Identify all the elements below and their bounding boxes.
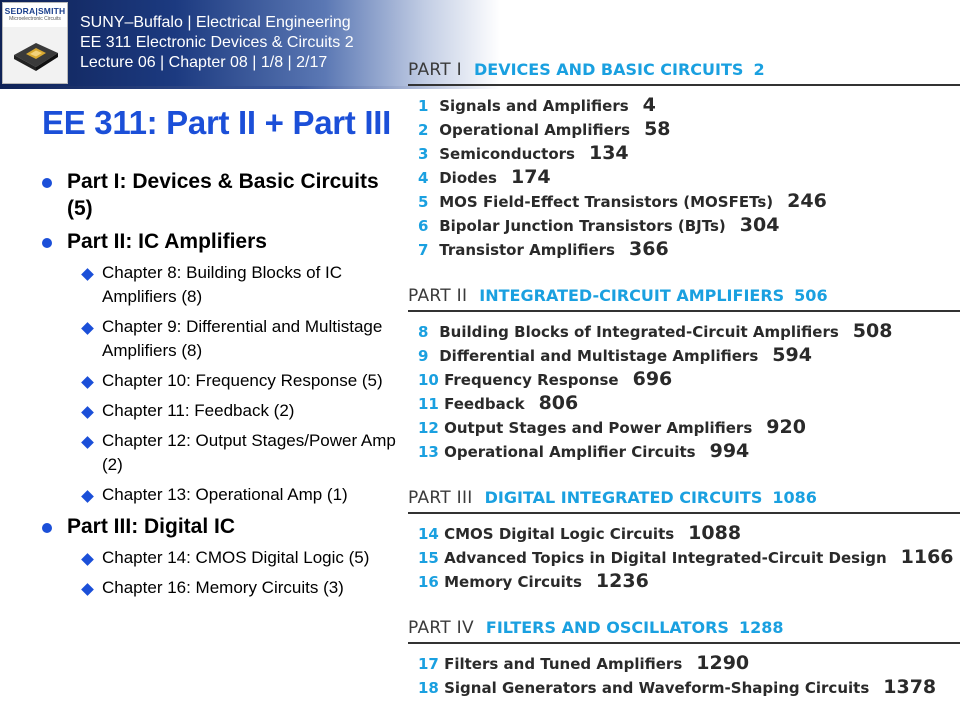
toc-chapter [418, 676, 936, 698]
book-brand: SEDRA|SMITH [4, 6, 66, 16]
toc-divider [408, 642, 960, 644]
outline-chapter-label: Chapter 16: Memory Circuits (3) [102, 578, 344, 597]
toc-part-heading [408, 618, 783, 638]
toc-chapter [418, 142, 629, 164]
header-line-lecture: Lecture 06 | Chapter 08 | 1/8 | 2/17 [80, 54, 328, 71]
toc-chapter-title: Signal Generators and Waveform-Shaping Circuits [444, 679, 870, 697]
toc-chapter-number: 15 [418, 549, 439, 567]
toc-chapter-title: Advanced Topics in Digital Integrated-Circuit Design [444, 549, 887, 567]
toc-chapter [418, 440, 749, 462]
toc-chapter [418, 94, 656, 116]
outline-chapter [40, 399, 400, 423]
book-cover-logo [2, 2, 68, 84]
toc-part-page: 506 [794, 286, 828, 305]
toc-chapter-page: 594 [772, 344, 812, 366]
toc-chapter [418, 320, 892, 342]
toc-divider [408, 310, 960, 312]
toc-part-page: 2 [753, 60, 765, 79]
outline-chapter [40, 483, 400, 507]
toc-chapter-page: 696 [632, 368, 673, 390]
toc-chapter-title: Memory Circuits [444, 573, 582, 591]
toc-chapter [418, 344, 812, 366]
bullet-diamond-icon [81, 490, 94, 503]
bullet-diamond-icon [81, 322, 94, 335]
slide-title: EE 311: Part II + Part III [42, 104, 391, 141]
toc-chapter [418, 570, 649, 592]
toc-chapter [418, 118, 671, 140]
book-cover-top [3, 3, 67, 27]
toc-chapter-number: 7 [418, 241, 429, 259]
toc-chapter-number: 18 [418, 679, 439, 697]
outline-part-label: Part III: Digital IC [67, 515, 236, 538]
course-header [80, 13, 354, 73]
bullet-diamond-icon [81, 583, 94, 596]
toc-chapter-page: 1378 [883, 676, 937, 698]
toc-chapter-number: 4 [418, 169, 429, 187]
toc-part-heading [408, 60, 765, 80]
toc-part-name: FILTERS AND OSCILLATORS [485, 618, 729, 637]
bullet-diamond-icon [81, 553, 94, 566]
toc-chapter-title: Building Blocks of Integrated-Circuit Amplifiers [439, 323, 839, 341]
outline-chapter-label: Chapter 14: CMOS Digital Logic (5) [102, 548, 370, 567]
toc-chapter [418, 214, 779, 236]
toc-chapter [418, 166, 551, 188]
toc-chapter-title: Filters and Tuned Amplifiers [444, 655, 683, 673]
header-line-university: SUNY–Buffalo | Electrical Engineering [80, 14, 351, 31]
toc-chapter [418, 652, 749, 674]
toc-chapter-page: 1290 [696, 652, 750, 674]
toc-chapter [418, 546, 954, 568]
outline-chapter [40, 261, 400, 309]
bullet-diamond-icon [81, 436, 94, 449]
toc-chapter-number: 12 [418, 419, 439, 437]
toc-chapter-page: 366 [629, 238, 669, 260]
book-subtitle: Microelectronic Circuits [9, 16, 61, 22]
toc-chapter-title: Feedback [444, 395, 525, 413]
header-line-course: EE 311 Electronic Devices & Circuits 2 [80, 34, 354, 51]
toc-part-heading [408, 488, 817, 508]
toc-chapter-number: 14 [418, 525, 439, 543]
outline-part-2 [40, 228, 400, 255]
outline-part-3 [40, 513, 400, 540]
outline-part-label: Part II: IC Amplifiers [67, 230, 267, 253]
toc-part-label: PART III [408, 488, 473, 508]
toc-chapter-page: 58 [644, 118, 671, 140]
outline-chapter [40, 576, 400, 600]
toc-chapter-page: 134 [588, 142, 629, 164]
toc-chapter-title: Transistor Amplifiers [439, 241, 615, 259]
toc-chapter-title: Bipolar Junction Transistors (BJTs) [439, 217, 726, 235]
outline-chapter-label: Chapter 10: Frequency Response (5) [102, 371, 383, 390]
toc-chapter-number: 3 [418, 145, 429, 163]
toc-part-label: PART I [408, 60, 462, 80]
toc-chapter-page: 4 [642, 94, 656, 116]
bullet-dot-icon [42, 523, 52, 533]
outline-chapter-label: Chapter 11: Feedback (2) [102, 401, 295, 420]
toc-chapter-page: 1236 [595, 570, 649, 592]
toc-chapter-page: 246 [787, 190, 827, 212]
toc-part-name: DIGITAL INTEGRATED CIRCUITS [484, 488, 763, 507]
toc-chapter-page: 174 [510, 166, 551, 188]
toc-chapter-title: Output Stages and Power Amplifiers [444, 419, 753, 437]
outline-chapter [40, 546, 400, 570]
toc-part-label: PART II [408, 286, 468, 306]
toc-chapter-number: 1 [418, 97, 429, 115]
outline-chapter-label: Chapter 13: Operational Amp (1) [102, 485, 348, 504]
toc-chapter-page: 994 [709, 440, 750, 462]
bullet-dot-icon [42, 238, 52, 248]
toc-chapter-title: Differential and Multistage Amplifiers [439, 347, 759, 365]
toc-chapter-page: 508 [852, 320, 893, 342]
toc-chapter-page: 1166 [900, 546, 954, 568]
toc-part-name: INTEGRATED-CIRCUIT AMPLIFIERS [479, 286, 785, 305]
toc-chapter-title: Frequency Response [444, 371, 619, 389]
toc-part-name: DEVICES AND BASIC CIRCUITS [473, 60, 744, 79]
toc-chapter-number: 2 [418, 121, 429, 139]
outline-chapter-label: Chapter 12: Output Stages/Power Amp (2) [102, 431, 396, 474]
toc-chapter-number: 6 [418, 217, 429, 235]
outline-chapter [40, 315, 400, 363]
toc-chapter-page: 304 [739, 214, 780, 236]
toc-chapter-number: 11 [418, 395, 439, 413]
toc-chapter [418, 368, 672, 390]
toc-chapter-title: Semiconductors [439, 145, 575, 163]
outline-part-1 [40, 168, 400, 222]
toc-chapter-number: 10 [418, 371, 439, 389]
toc-chapter-number: 9 [418, 347, 429, 365]
toc-chapter-title: Signals and Amplifiers [439, 97, 629, 115]
toc-chapter-number: 13 [418, 443, 439, 461]
outline-chapter-label: Chapter 9: Differential and Multistage Amplifiers (8) [102, 317, 383, 360]
toc-part-page: 1288 [738, 618, 784, 637]
toc-chapter-title: Operational Amplifiers [439, 121, 631, 139]
bullet-dot-icon [42, 178, 52, 188]
toc-chapter-number: 16 [418, 573, 439, 591]
toc-chapter [418, 190, 827, 212]
toc-chapter-title: Operational Amplifier Circuits [444, 443, 696, 461]
toc-part-heading [408, 286, 828, 306]
toc-chapter-title: CMOS Digital Logic Circuits [444, 525, 675, 543]
toc-chapter-title: MOS Field-Effect Transistors (MOSFETs) [439, 193, 774, 211]
bullet-diamond-icon [81, 268, 94, 281]
toc-chapter [418, 416, 806, 438]
outline-chapter [40, 369, 400, 393]
course-outline [40, 168, 400, 606]
toc-divider [408, 512, 960, 514]
toc-chapter-number: 17 [418, 655, 439, 673]
toc-chapter-number: 5 [418, 193, 429, 211]
toc-chapter [418, 238, 669, 260]
toc-chapter-number: 8 [418, 323, 429, 341]
outline-part-label: Part I: Devices & Basic Circuits (5) [67, 170, 379, 220]
toc-part-page: 1086 [772, 488, 817, 507]
toc-chapter [418, 522, 741, 544]
toc-chapter-page: 1088 [688, 522, 742, 544]
outline-chapter [40, 429, 400, 477]
table-of-contents [400, 58, 960, 720]
toc-chapter-title: Diodes [439, 169, 497, 187]
toc-part-label: PART IV [408, 618, 474, 638]
outline-chapter-label: Chapter 8: Building Blocks of IC Amplifiers (8) [102, 263, 343, 306]
toc-divider [408, 84, 960, 86]
bullet-diamond-icon [81, 406, 94, 419]
toc-chapter-page: 920 [766, 416, 806, 438]
chip-icon [10, 33, 62, 73]
bullet-diamond-icon [81, 376, 94, 389]
toc-chapter [418, 392, 578, 414]
toc-chapter-page: 806 [538, 392, 579, 414]
